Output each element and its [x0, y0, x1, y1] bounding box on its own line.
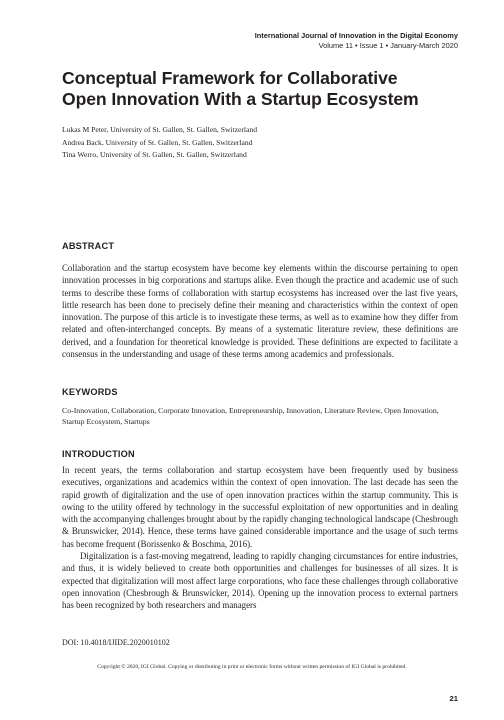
author-3: Tina Werro, University of St. Gallen, St. Gallen, Switzerland — [62, 150, 247, 160]
author-2: Andrea Back, University of St. Gallen, St. Gallen, Switzerland — [62, 137, 253, 147]
author-1: Lukas M Peter, University of St. Gallen, St. Gallen, Switzerland — [62, 125, 257, 134]
page-number: 21 — [449, 694, 458, 703]
keywords-heading: KEYWORDS — [62, 387, 118, 397]
author-list — [62, 124, 462, 162]
introduction-paragraph-2: Digitalization is a fast-moving megatrend, leading to rapidly changing circumstances for entire industries, and thus, it is widely believed to create both opportunities and challenges for businesses of all sizes. It is expected that digitalization will most affect large corporations, who face these challenges through collaborative open innovation (Chesbrough & Brunswicker, 2014). Opening up the innovation process to external partners has been recognized by both researchers and managers — [62, 551, 458, 611]
journal-issue: Volume 11 • Issue 1 • January-March 2020 — [318, 41, 458, 50]
introduction-paragraph-1: In recent years, the terms collaboration and startup ecosystem have been frequently used by business executives, organizations and academics within the context of open innovation. The last decade has seen the rapid growth of digitalization and the use of open innovation practices within the startup community. This is owing to the utility offered by technology in the successful exploitation of new opportunities and in dealing with the accompanying challenges brought about by the rapidly changing technological landscape (Chesbrough & Brunswicker, 2014). Hence, these terms have gained considerable importance and the usage of such terms has become frequent (Borissenko & Boschma, 2016). — [62, 465, 458, 549]
doi: DOI: 10.4018/IJIDE.2020010102 — [62, 638, 170, 647]
introduction-heading: INTRODUCTION — [62, 449, 135, 459]
introduction-body — [62, 464, 458, 612]
journal-header — [255, 31, 458, 51]
copyright-notice: Copyright © 2020, IGI Global. Copying or distributing in print or electronic forms without written permission of IGI Global is prohibited. — [97, 664, 407, 670]
journal-name: International Journal of Innovation in the Digital Economy — [254, 31, 458, 40]
article-title-line-1: Conceptual Framework for Collaborative — [62, 68, 398, 88]
article-title — [62, 68, 462, 110]
abstract-text: Collaboration and the startup ecosystem have become key elements within the discourse pertaining to open innovation processes in big corporations and startups alike. Even though the practice and academic use of such terms to describe these forms of collaboration with startup ecosystems has increased over the last five years, little research has been done to precisely define their meaning and characteristics within the context of open innovation. The purpose of this article is to investigate these terms, as well as to examine how they differ from related and often-interchanged concepts. By means of a systematic literature review, these definitions are derived, and a foundation for theoretical knowledge is provided. These definitions are expected to facilitate a consensus in the understanding and usage of these terms among academics and professionals. — [62, 263, 458, 360]
abstract-heading: ABSTRACT — [62, 241, 115, 251]
article-title-line-2: Open Innovation With a Startup Ecosystem — [62, 89, 419, 109]
keywords-text: Co-Innovation, Collaboration, Corporate Innovation, Entrepreneurship, Innovation, Literature Review, Open Innovation, Startup Ecosystem, Startups — [62, 406, 439, 426]
